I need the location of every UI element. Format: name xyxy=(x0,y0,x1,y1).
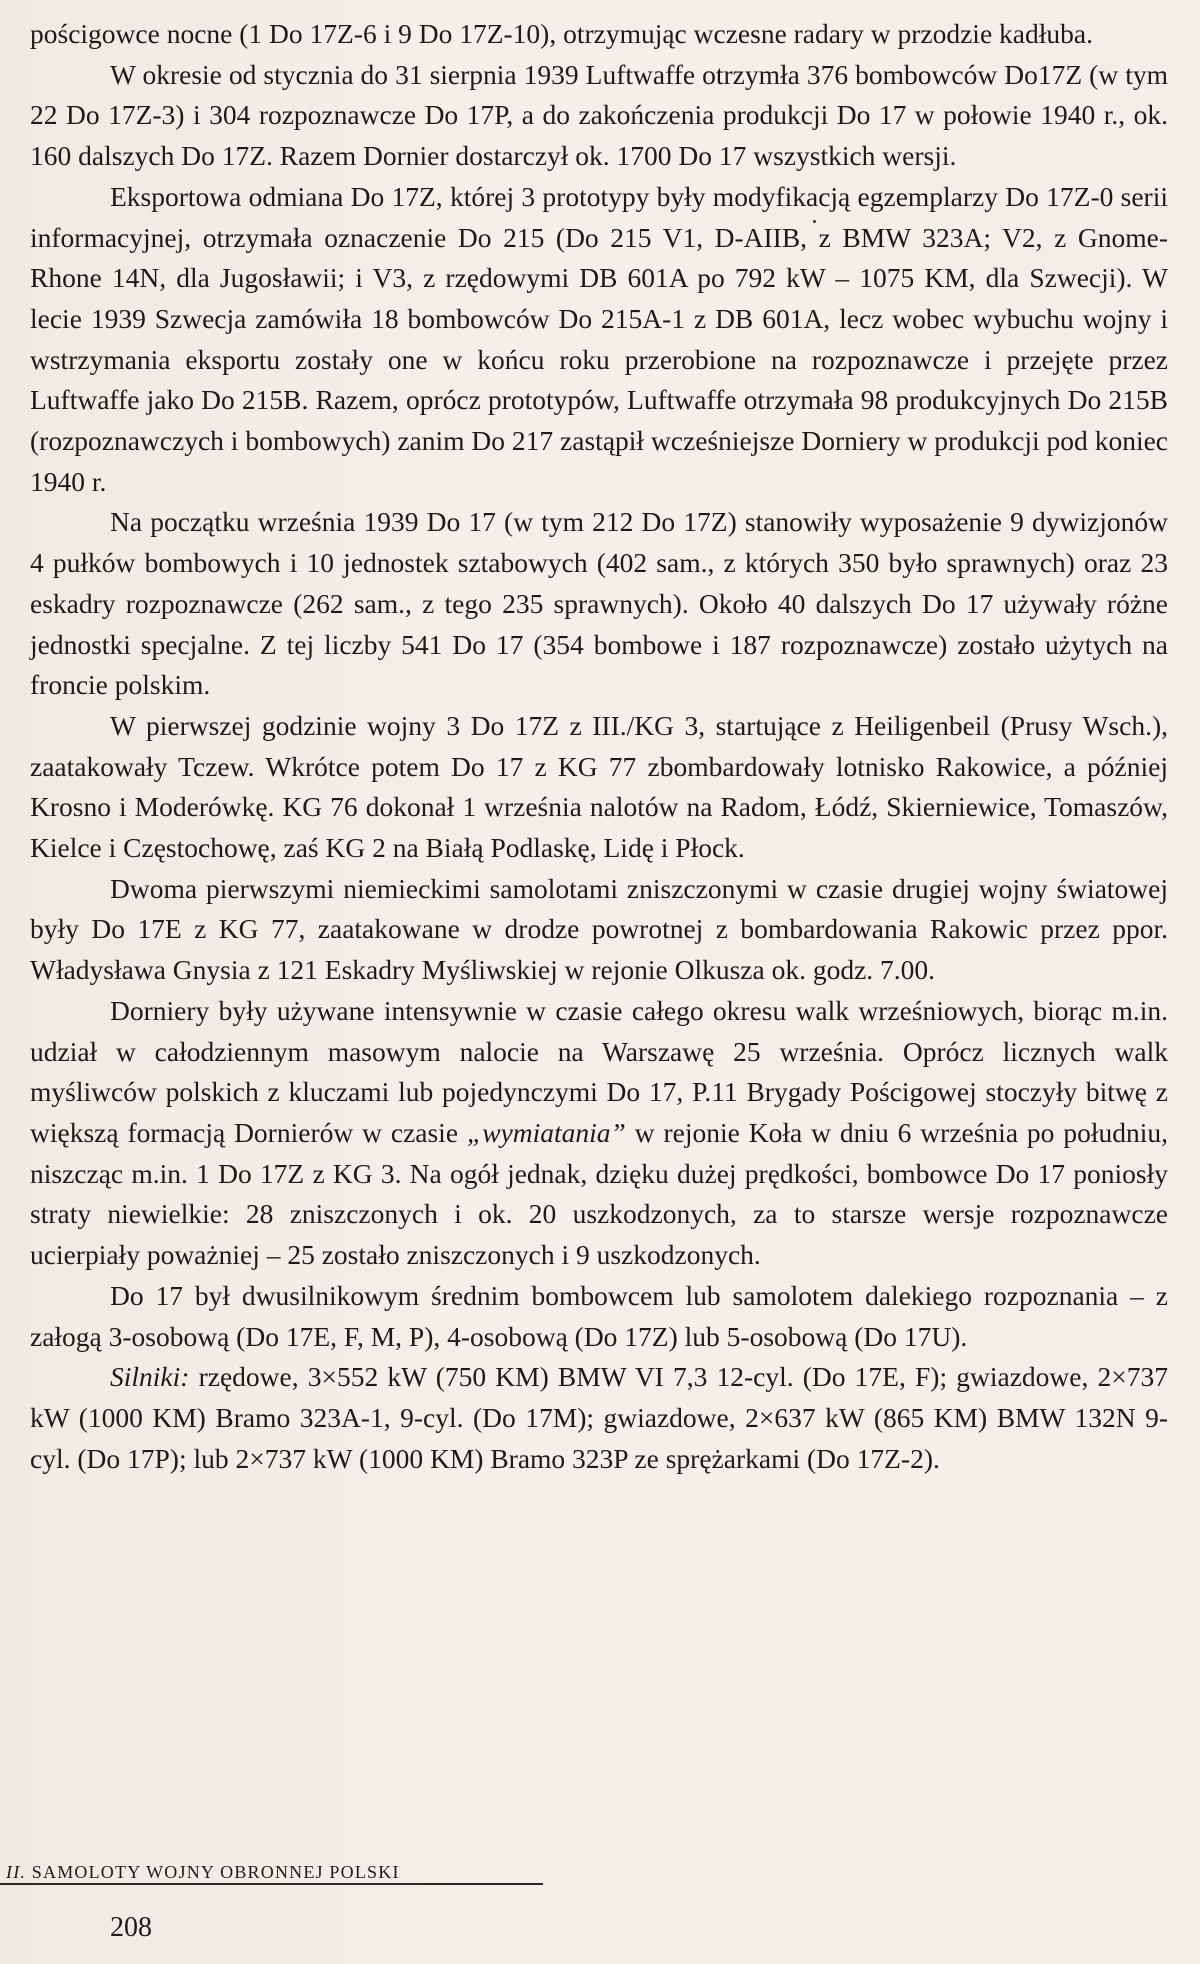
paragraph-production: W okresie od stycznia do 31 sierpnia 1939 Luftwaffe otrzymła 376 bombowców Do17Z (w tym 22 Do 17Z-3) i 304 rozpoznawcze Do 17P, a do zakończenia produkcji Do 17 w połowie 1940 r., ok. 160 dalszych Do 17Z. Razem Dornier dostarczył ok. 1700 Do 17 wszystkich wersji. xyxy=(30,58,1168,172)
paragraph-first-hour: W pierwszej godzinie wojny 3 Do 17Z z III./KG 3, startujące z Heiligenbeil (Prusy Wsch.), zaatakowały Tczew. Wkrótce potem Do 17 z KG 77 zbombardowały lotnisko Rakowice, a później Krosno i Moderówkę. KG 76 dokonał 1 września nalotów na Radom, Łódź, Skierniewice, Tomaszów, Kielce i Częstochowę, zaś KG 2 na Białą Podlaskę, Lidę i Płock. xyxy=(30,709,1168,864)
term-wymiatania: „wymiatania” xyxy=(466,1116,626,1148)
footer-divider xyxy=(0,1883,543,1885)
paragraph-september-strength: Na początku września 1939 Do 17 (w tym 212 Do 17Z) stanowiły wyposażenie 9 dywizjonów 4 pułków bombowych i 10 jednostek sztabowych (402 sam., z których 350 było sprawnych) oraz 23 eskadry rozpoznawcze (262 sam., z tego 235 sprawnych). Około 40 dalszych Do 17 używały różne jednostki specjalne. Z tej liczby 541 Do 17 (354 bombowe i 187 rozpoznawcze) zostało użytych na froncie polskim. xyxy=(30,506,1168,701)
running-footer xyxy=(6,1862,400,1883)
paragraph-first-losses: Dwoma pierwszymi niemieckimi samolotami zniszczonymi w czasie drugiej wojny światowej były Do 17E z KG 77, zaatakowane w drodze powrotnej z bombardowania Rakowic przez ppor. Władysława Gnysia z 121 Eskadry Myśliwskiej w rejonie Olkusza ok. godz. 7.00. xyxy=(30,872,1168,986)
paragraph-export-variant: Eksportowa odmiana Do 17Z, której 3 prototypy były modyfikacją egzemplarzy Do 17Z-0 serii informacyjnej, otrzymała oznaczenie Do 215 (Do 215 V1, D-AIIB, z BMW 323A; V2, z Gnome-Rhone 14N, dla Jugosławii; i V3, z rzędowymi DB 601A po 792 kW – 1075 KM, dla Szwecji). W lecie 1939 Szwecja zamówiła 18 bombowców Do 215A-1 z DB 601A, lecz wobec wybuchu wojny i wstrzymania eksportu zostały one w końcu roku przerobione na rozpoznawcze i przejęte przez Luftwaffe jako Do 215B. Razem, oprócz prototypów, Luftwaffe otrzymała 98 produkcyjnych Do 215B (rozpoznawczych i bombowych) zanim Do 217 zastąpił wcześniejsze Dorniery w produkcji pod koniec 1940 r. xyxy=(30,180,1168,497)
paragraph-continuation: pościgowce nocne (1 Do 17Z-6 i 9 Do 17Z-10), otrzymując wczesne radary w przodzie kadłuba. xyxy=(30,18,1093,49)
engines-text: rzędowe, 3×552 kW (750 KM) BMW VI 7,3 12-cyl. (Do 17E, F); gwiazdowe, 2×737 kW (1000 KM) Bramo 323A-1, 9-cyl. (Do 17M); gwiazdowe, 2×637 kW (865 KM) BMW 132N 9-cyl. (Do 17P); lub 2×737 kW (1000 KM) Bramo 323P ze sprężarkami (Do 17Z-2). xyxy=(30,1361,1168,1474)
paragraph-crew: Do 17 był dwusilnikowym średnim bombowcem lub samolotem dalekiego rozpoznania – z załogą 3-osobową (Do 17E, F, M, P), 4-osobową (Do 17Z) lub 5-osobową (Do 17U). xyxy=(30,1279,1168,1352)
footer-section-title: SAMOLOTY WOJNY OBRONNEJ POLSKI xyxy=(31,1862,400,1882)
paragraph-intensive-use xyxy=(30,991,1168,1276)
body-text xyxy=(30,14,1168,1479)
engines-label: Silniki: xyxy=(110,1361,190,1393)
paragraph-engines xyxy=(30,1357,1168,1479)
footer-section-number: II. xyxy=(6,1862,27,1882)
paragraph-intensive-use-before: Dorniery były używane intensywnie w czasie całego okresu walk wrześniowych, biorąc m.in. udział w całodziennym masowym nalocie na Warszawę 25 września. Oprócz licznych walk myśliwców polskich z kluczami lub pojedynczymi Do 17, P.11 Brygady Pościgowej stoczyły bitwę z większą formacją Dornierów w czasie xyxy=(30,994,1168,1148)
paragraph-intensive-use-after: w rejonie Koła w dniu 6 września po południu, niszcząc m.in. 1 Do 17Z z KG 3. Na ogół jednak, dzięku dużej prędkości, bombowce Do 17 poniosły straty niewielkie: 28 zniszczonych i ok. 20 uszkodzonych, za to starsze wersje rozpoznawcze ucierpiały poważniej – 25 zostało zniszczonych i 9 uszkodzonych. xyxy=(30,1116,1168,1271)
page-number: 208 xyxy=(110,1912,152,1943)
